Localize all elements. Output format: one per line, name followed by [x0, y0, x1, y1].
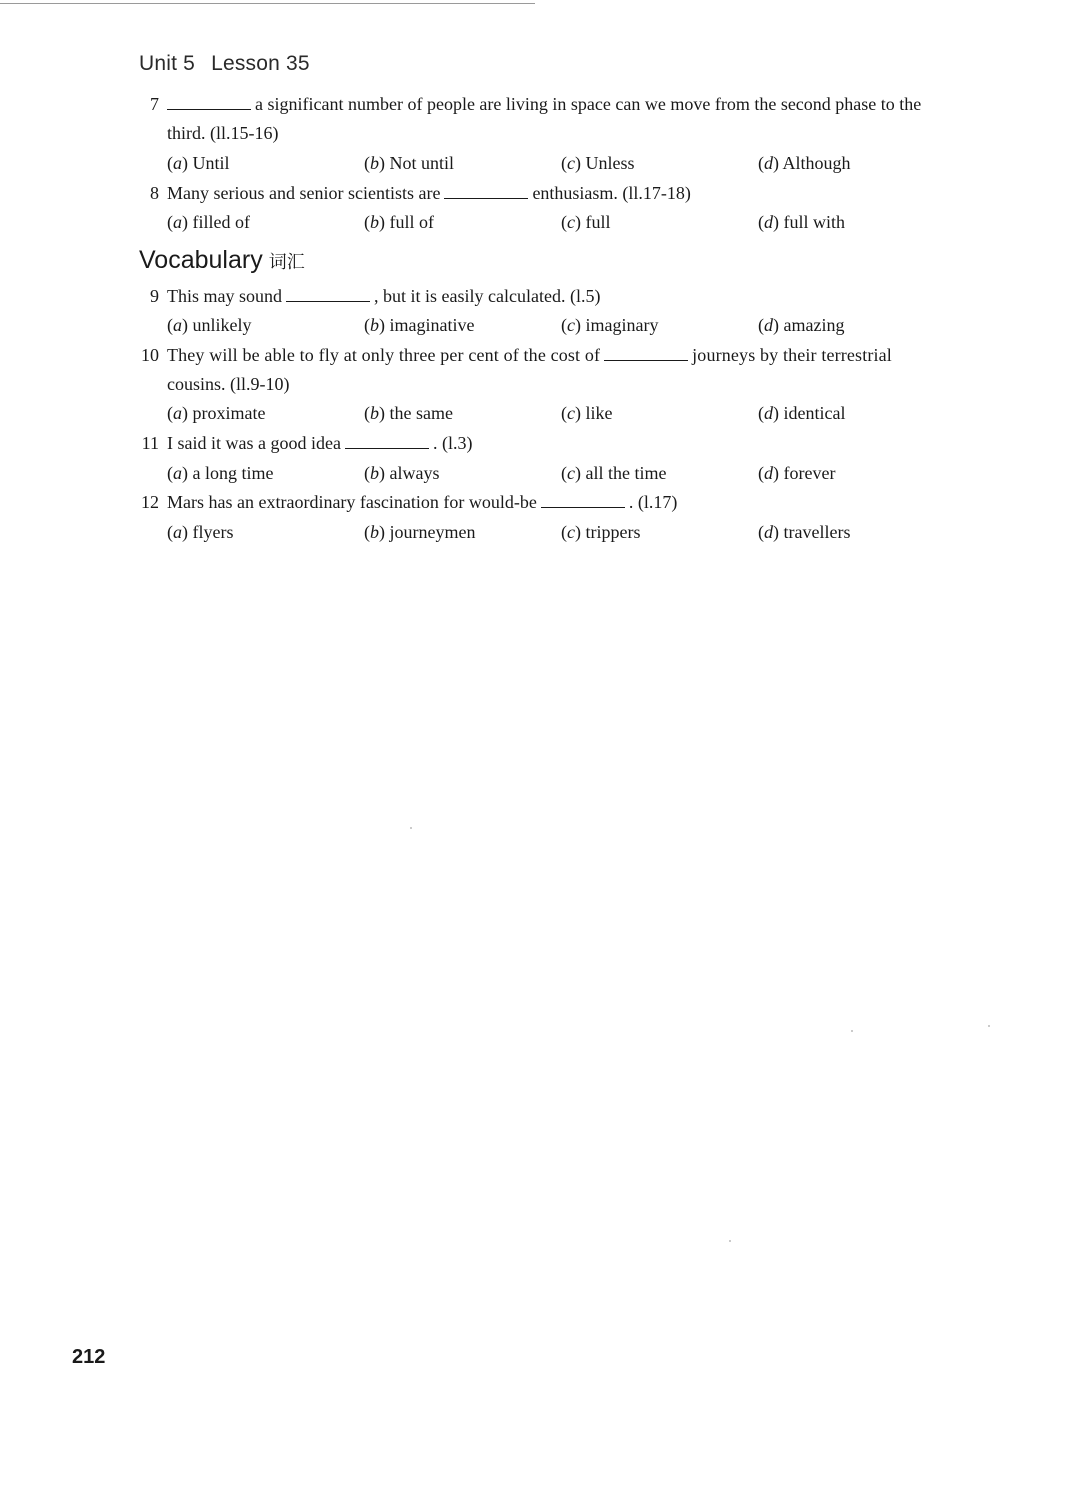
- answer-blank: [541, 492, 625, 508]
- option-text: filled of: [192, 212, 250, 232]
- stem-after: journeys by their terrestrial: [692, 345, 892, 365]
- question-number: 11: [141, 433, 159, 453]
- option-letter: a: [173, 522, 182, 542]
- option-text: Not until: [389, 153, 455, 173]
- question-stem: [167, 431, 472, 455]
- option-a: (a) unlikely: [167, 315, 252, 335]
- scan-speck: [729, 1240, 731, 1242]
- question-stem: [167, 284, 600, 308]
- answer-blank: [167, 94, 251, 110]
- stem-before: Many serious and senior scientists are: [167, 183, 441, 203]
- option-text: full: [585, 212, 611, 232]
- question-number: 8: [150, 183, 159, 203]
- option-b: (b) full of: [364, 212, 434, 232]
- stem-after: . (l.17): [628, 492, 678, 512]
- option-text: a long time: [192, 463, 274, 483]
- option-letter: b: [370, 522, 379, 542]
- option-letter: d: [764, 522, 773, 542]
- section-title: Vocabulary: [139, 246, 263, 274]
- option-c: (c) full: [561, 212, 611, 232]
- question-stem: [167, 181, 691, 205]
- option-letter: b: [370, 315, 379, 335]
- question-stem: [167, 343, 892, 367]
- stem-continuation: third. (ll.15-16): [167, 123, 279, 143]
- option-letter: a: [173, 315, 182, 335]
- option-letter: c: [567, 522, 575, 542]
- option-text: imaginative: [389, 315, 475, 335]
- option-c: (c) imaginary: [561, 315, 659, 335]
- option-text: like: [585, 403, 613, 423]
- section-title-cn: 词汇: [268, 252, 305, 272]
- option-text: full of: [389, 212, 434, 232]
- option-text: journeymen: [389, 522, 476, 542]
- option-text: trippers: [585, 522, 641, 542]
- answer-blank: [286, 286, 370, 302]
- option-text: forever: [783, 463, 836, 483]
- option-c: (c) Unless: [561, 153, 635, 173]
- option-a: (a) flyers: [167, 522, 234, 542]
- question-stem: [167, 490, 677, 514]
- option-c: (c) trippers: [561, 522, 641, 542]
- option-text: amazing: [783, 315, 845, 335]
- option-a: (a) a long time: [167, 463, 274, 483]
- question-number: 10: [141, 345, 159, 365]
- answer-blank: [444, 183, 528, 199]
- option-text: flyers: [192, 522, 234, 542]
- option-text: full with: [783, 212, 845, 232]
- option-c: (c) all the time: [561, 463, 667, 483]
- option-text: Although: [782, 153, 851, 173]
- scan-speck: [988, 1025, 990, 1027]
- option-text: the same: [389, 403, 453, 423]
- option-letter: d: [764, 315, 773, 335]
- top-rule: [0, 3, 535, 4]
- option-letter: c: [567, 315, 575, 335]
- option-a: (a) Until: [167, 153, 230, 173]
- stem-after: . (l.3): [432, 433, 473, 453]
- section-heading-vocabulary: [139, 246, 305, 275]
- question-stem: [167, 92, 921, 116]
- option-b: (b) journeymen: [364, 522, 476, 542]
- stem-before: Mars has an extraordinary fascination for would-be: [167, 492, 537, 512]
- stem-after: , but it is easily calculated. (l.5): [374, 286, 601, 306]
- option-letter: a: [173, 403, 182, 423]
- option-letter: b: [370, 212, 379, 232]
- scan-speck: [851, 1030, 853, 1032]
- running-head: [139, 52, 310, 76]
- option-b: (b) imaginative: [364, 315, 475, 335]
- option-d: (d) travellers: [758, 522, 851, 542]
- unit-label: Unit 5: [139, 52, 196, 75]
- stem-continuation: cousins. (ll.9-10): [167, 374, 290, 394]
- option-d: (d) identical: [758, 403, 846, 423]
- option-text: all the time: [585, 463, 667, 483]
- question-number: 9: [150, 286, 159, 306]
- option-letter: d: [764, 403, 773, 423]
- option-text: travellers: [783, 522, 851, 542]
- option-text: Unless: [585, 153, 635, 173]
- option-d: (d) full with: [758, 212, 845, 232]
- option-letter: d: [764, 153, 773, 173]
- stem-before: They will be able to fly at only three per cent of the cost of: [167, 345, 601, 365]
- option-text: always: [389, 463, 440, 483]
- option-letter: b: [370, 153, 379, 173]
- option-b: (b) the same: [364, 403, 453, 423]
- option-a: (a) proximate: [167, 403, 266, 423]
- scan-speck: [410, 827, 412, 829]
- option-d: (d) forever: [758, 463, 836, 483]
- lesson-label: Lesson 35: [211, 52, 310, 75]
- option-a: (a) filled of: [167, 212, 250, 232]
- option-letter: d: [764, 212, 773, 232]
- question-number: 12: [141, 492, 159, 512]
- answer-blank: [345, 433, 429, 449]
- option-c: (c) like: [561, 403, 613, 423]
- page-number: 212: [72, 1346, 106, 1368]
- option-letter: c: [567, 463, 575, 483]
- option-letter: c: [567, 403, 575, 423]
- option-letter: d: [764, 463, 773, 483]
- stem-after: a significant number of people are living in space can we move from the second phase to the: [255, 94, 922, 114]
- stem-before: I said it was a good idea: [167, 433, 341, 453]
- option-letter: a: [173, 153, 182, 173]
- option-letter: a: [173, 463, 182, 483]
- option-d: (d) amazing: [758, 315, 845, 335]
- stem-before: This may sound: [167, 286, 282, 306]
- stem-after: enthusiasm. (ll.17-18): [532, 183, 691, 203]
- option-text: imaginary: [585, 315, 659, 335]
- option-text: unlikely: [192, 315, 252, 335]
- option-text: Until: [192, 153, 230, 173]
- option-b: (b) always: [364, 463, 440, 483]
- option-letter: b: [370, 463, 379, 483]
- option-letter: a: [173, 212, 182, 232]
- option-d: (d) Although: [758, 153, 851, 173]
- option-text: proximate: [192, 403, 266, 423]
- question-number: 7: [150, 94, 159, 114]
- option-letter: c: [567, 212, 575, 232]
- option-letter: b: [370, 403, 379, 423]
- option-text: identical: [783, 403, 846, 423]
- option-letter: c: [567, 153, 575, 173]
- answer-blank: [604, 345, 688, 361]
- option-b: (b) Not until: [364, 153, 455, 173]
